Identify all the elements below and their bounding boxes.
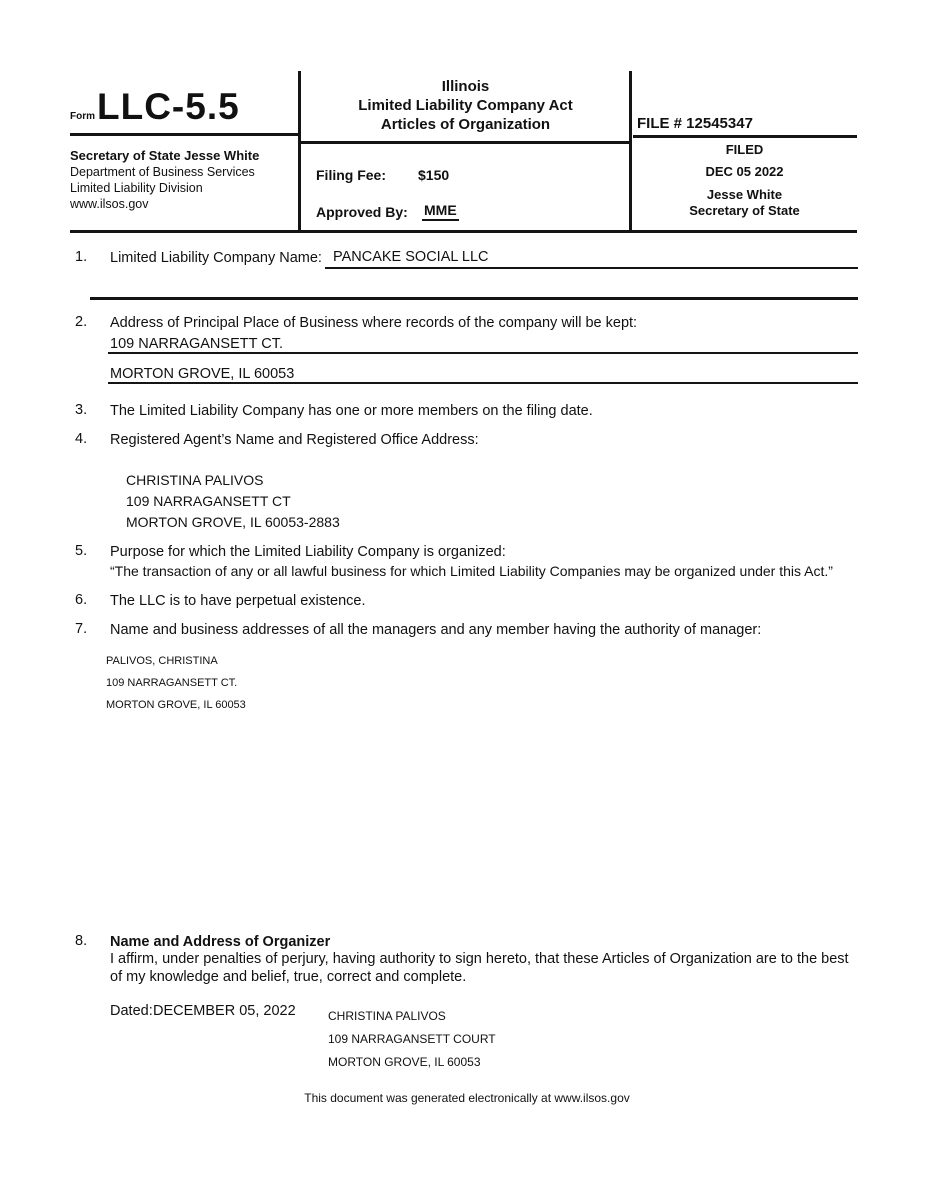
item-7-number: 7. [75,621,88,637]
item-3-text: The Limited Liability Company has one or more members on the filing date. [110,403,593,419]
manager-street: 109 NARRAGANSETT CT. [106,677,238,689]
item-4-label: Registered Agent’s Name and Registered Office Address: [110,432,479,448]
organizer-name: CHRISTINA PALIVOS [328,1009,446,1023]
company-name-underline [325,267,858,269]
item-6-text: The LLC is to have perpetual existence. [110,593,366,609]
approved-by-value: MME [422,202,459,221]
company-name-blank-line [90,297,858,300]
header-left-divider-line [70,133,299,136]
form-number-block [70,86,240,128]
manager-city: MORTON GROVE, IL 60053 [106,699,246,711]
agency-block [70,148,259,212]
item-2-number: 2. [75,314,88,330]
item-5-purpose-text: “The transaction of any or all lawful business for which Limited Liability Companies may be organized under this Act.” [110,563,833,579]
company-name-value: PANCAKE SOCIAL LLC [333,249,489,265]
principal-address-city-underline [108,382,858,384]
agency-line-4: www.ilsos.gov [70,197,149,211]
organizer-street: 109 NARRAGANSETT COURT [328,1032,496,1046]
registered-agent-street: 109 NARRAGANSETT CT [126,493,291,509]
item-1-label: Limited Liability Company Name: [110,250,322,266]
approved-by-label: Approved By: [316,204,408,220]
header-middle-divider-line [301,141,629,144]
filed-stamp-title: Secretary of State [689,203,800,218]
agency-line-3: Limited Liability Division [70,181,203,195]
item-6-number: 6. [75,592,88,608]
filed-stamp [632,142,857,219]
registered-agent-name: CHRISTINA PALIVOS [126,472,264,488]
item-8-heading: Name and Address of Organizer [110,934,331,950]
manager-name: PALIVOS, CHRISTINA [106,655,218,667]
organizer-city: MORTON GROVE, IL 60053 [328,1055,481,1069]
filed-stamp-date: DEC 05 2022 [705,164,784,179]
managers-block [106,650,246,716]
header-vertical-divider-left [298,71,301,233]
filed-stamp-name: Jesse White [706,187,783,202]
form-title-line-2: Limited Liability Company Act [358,97,573,114]
form-number: LLC-5.5 [97,86,240,127]
file-number-underline [633,135,857,138]
affirmation-text: I affirm, under penalties of perjury, having authority to sign hereto, that these Articles of Organization are to the best of my knowledge and belief, true, correct and complete. [110,951,849,985]
filed-stamp-status: FILED [725,142,764,157]
item-5-number: 5. [75,543,88,559]
agency-line-2: Department of Business Services [70,165,255,179]
item-5-label: Purpose for which the Limited Liability Company is organized: [110,544,506,560]
filing-fee-label: Filing Fee: [316,167,386,183]
form-title [302,77,629,134]
item-1-number: 1. [75,249,88,265]
organizer-block [328,1005,496,1074]
dated-label: Dated: [110,1003,153,1019]
agency-line-1: Secretary of State Jesse White [70,148,260,163]
form-title-line-3: Articles of Organization [380,116,551,133]
dated-value: DECEMBER 05, 2022 [153,1003,296,1019]
form-label: Form [70,111,95,122]
item-7-label: Name and business addresses of all the managers and any member having the authority of manager: [110,622,762,638]
filing-fee-value: $150 [418,167,450,183]
principal-address-street: 109 NARRAGANSETT CT. [110,336,283,352]
registered-agent-block [126,470,340,533]
item-8-number: 8. [75,933,88,949]
form-title-line-1: Illinois [441,78,490,95]
header-bottom-line [70,230,857,233]
principal-address-city: MORTON GROVE, IL 60053 [110,366,295,382]
principal-address-street-underline [108,352,858,354]
item-3-number: 3. [75,402,88,418]
item-2-label: Address of Principal Place of Business where records of the company will be kept: [110,315,638,331]
electronic-generation-note: This document was generated electronically at www.ilsos.gov [304,1091,630,1105]
item-4-number: 4. [75,431,88,447]
file-number: FILE # 12545347 [637,115,753,132]
registered-agent-city: MORTON GROVE, IL 60053-2883 [126,514,340,530]
